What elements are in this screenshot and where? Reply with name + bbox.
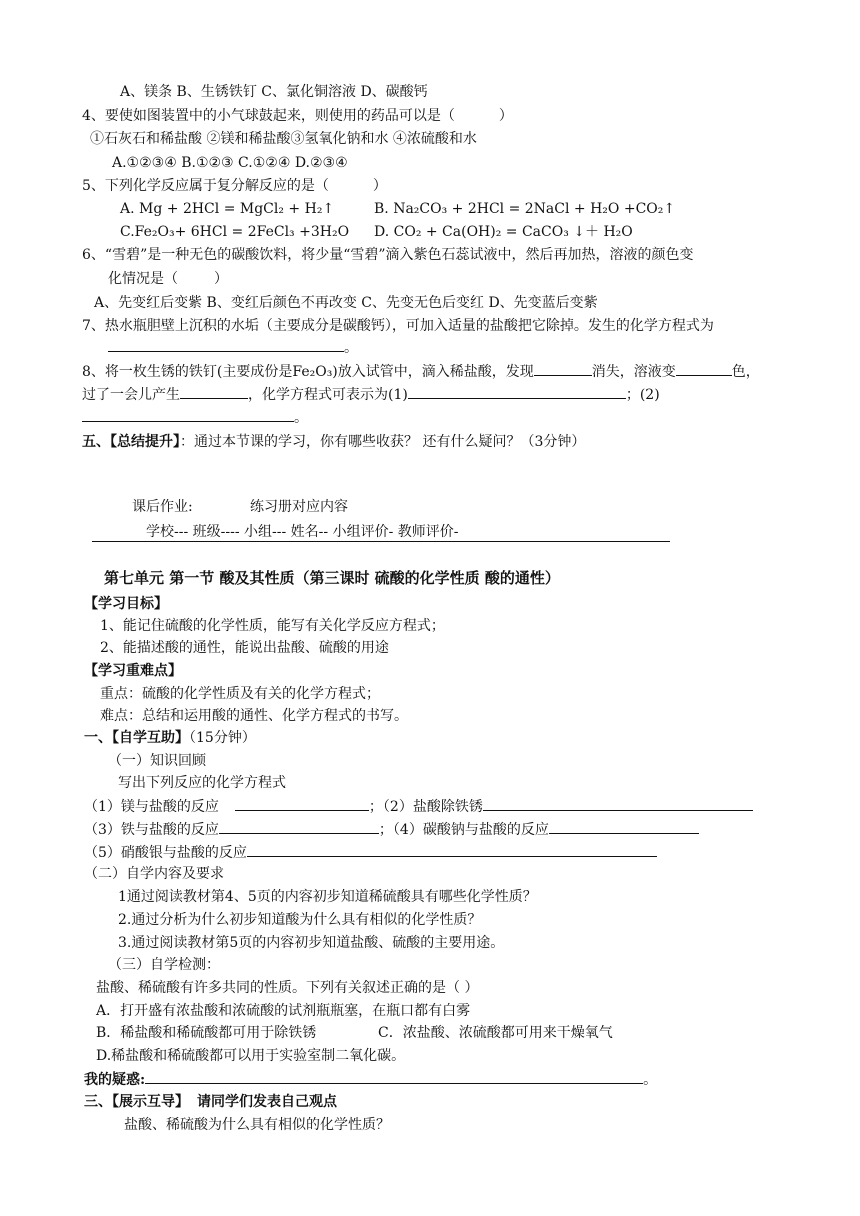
reaction-3-4: （3）铁与盐酸的反应 ；（4）碳酸钠与盐酸的反应 — [84, 819, 699, 840]
check-option-c: C．浓盐酸、浓硫酸都可用来干燥氧气 — [378, 1025, 613, 1041]
q4-stem: 4、要使如图装置中的小气球鼓起来，则使用的药品可以是（ ） — [82, 108, 513, 124]
reaction-5: （5）硝酸银与盐酸的反应 — [84, 842, 657, 863]
goals-title: 【学习目标】 — [84, 596, 168, 612]
check-option-d: D.稀盐酸和稀硫酸都可以用于实验室制二氧化碳。 — [96, 1048, 406, 1064]
q8-blank-3[interactable] — [180, 384, 248, 399]
review-title: （一）知识回顾 — [108, 753, 206, 769]
divider — [92, 541, 670, 542]
q8-blank-4[interactable] — [408, 384, 626, 399]
q8-line1: 8、将一枚生锈的铁钉(主要成份是Fe₂O₃)放入试管中，滴入稀盐酸，发现 消失，溶液变 色， — [82, 361, 760, 382]
q7-answer-line: 。 — [108, 337, 358, 358]
doubt-line: 我的疑惑: 。 — [84, 1069, 657, 1090]
reaction-1-2: （1）镁与盐酸的反应 ；（2）盐酸除铁锈 — [84, 796, 753, 817]
check-option-a: A．打开盛有浓盐酸和浓硫酸的试剂瓶瓶塞，在瓶口都有白雾 — [96, 1003, 471, 1019]
display-header: 三、【展示互导】 请同学们发表自己观点 — [84, 1094, 337, 1110]
lesson-title: 第七单元 第一节 酸及其性质（第三课时 硫酸的化学性质 酸的通性） — [104, 569, 560, 587]
q5-option-a: A. Mg + 2HCl = MgCl₂ + H₂↑ — [120, 201, 335, 217]
display-question: 盐酸、稀硫酸为什么具有相似的化学性质？ — [124, 1117, 390, 1133]
q6-line1: 6、“雪碧”是一种无色的碳酸饮料，将少量“雪碧”滴入紫色石蕊试液中，然后再加热，溶液的颜色变 — [82, 247, 694, 263]
q8-line3: 。 — [82, 407, 308, 428]
requirement-3: 3.通过阅读教材第5页的内容初步知道盐酸、硫酸的主要用途。 — [118, 935, 505, 951]
q8-blank-1[interactable] — [534, 361, 592, 376]
check-stem: 盐酸、稀硫酸有许多共同的性质。下列有关叙述正确的是（ ） — [96, 980, 479, 996]
evaluation-line: 学校--- 班级---- 小组--- 姓名-- 小组评价- 教师评价- — [146, 524, 459, 540]
q8-blank-5[interactable] — [82, 407, 294, 422]
content-title: （二）自学内容及要求 — [84, 866, 224, 882]
q6-options: A、先变红后变紫 B、变红后颜色不再改变 C、先变无色后变红 D、先变蓝后变紫 — [94, 295, 598, 311]
q6-line2: 化情况是（ ） — [108, 271, 228, 287]
reaction-1-blank[interactable] — [235, 796, 369, 811]
reaction-4-blank[interactable] — [549, 819, 699, 834]
q5-option-d: D. CO₂ + Ca(OH)₂ = CaCO₃ ↓＋ H₂O — [374, 224, 633, 240]
q5-option-c: C.Fe₂O₃+ 6HCl = 2FeCl₃ +3H₂O — [120, 224, 350, 240]
q5-option-b: B. Na₂CO₃ + 2HCl = 2NaCl + H₂O +CO₂↑ — [374, 201, 676, 217]
self-study-header: 一、【自学互助】（15分钟） — [84, 730, 256, 746]
q7-blank[interactable] — [108, 337, 344, 352]
requirement-1: 1通过阅读教材第4、5页的内容初步知道稀硫酸具有哪些化学性质？ — [118, 889, 537, 905]
check-title: （三）自学检测： — [108, 957, 220, 973]
summary-section: 五、【总结提升】：通过本节课的学习，你有哪些收获？ 还有什么疑问？（3分钟） — [82, 434, 586, 450]
goal-1: 1、能记住硫酸的化学性质，能写有关化学反应方程式； — [100, 618, 445, 634]
q4-options: A.①②③④ B.①②③ C.①②④ D.②③④ — [112, 155, 348, 171]
q8-blank-2[interactable] — [676, 361, 732, 376]
q3-options: A、镁条 B、生锈铁钉 C、氯化铜溶液 D、碳酸钙 — [120, 84, 428, 100]
q7-line1: 7、热水瓶胆壁上沉积的水垢（主要成分是碳酸钙），可加入适量的盐酸把它除掉。发生的化学方程式为 — [82, 318, 714, 334]
homework-label: 课后作业: — [132, 499, 193, 515]
goal-2: 2、能描述酸的通性，能说出盐酸、硫酸的用途 — [100, 640, 389, 656]
q5-stem: 5、下列化学反应属于复分解反应的是（ ） — [82, 178, 387, 194]
focus-key: 重点：硫酸的化学性质及有关的化学方程式； — [100, 686, 380, 702]
reaction-3-blank[interactable] — [219, 819, 379, 834]
focus-title: 【学习重难点】 — [84, 663, 182, 679]
doubt-blank[interactable] — [145, 1069, 643, 1084]
reaction-5-blank[interactable] — [247, 842, 657, 857]
focus-difficult: 难点：总结和运用酸的通性、化学方程式的书写。 — [100, 708, 408, 724]
q4-items: ①石灰石和稀盐酸 ②镁和稀盐酸③氢氧化钠和水 ④浓硫酸和水 — [90, 131, 477, 147]
check-option-b: B．稀盐酸和稀硫酸都可用于除铁锈 — [96, 1025, 317, 1041]
requirement-2: 2.通过分析为什么初步知道酸为什么具有相似的化学性质？ — [118, 912, 482, 928]
q8-line2: 过了一会儿产生 ，化学方程式可表示为(1) ；(2) — [82, 384, 660, 405]
reaction-2-blank[interactable] — [483, 796, 753, 811]
homework-content: 练习册对应内容 — [250, 499, 348, 515]
write-instruction: 写出下列反应的化学方程式 — [118, 775, 286, 791]
